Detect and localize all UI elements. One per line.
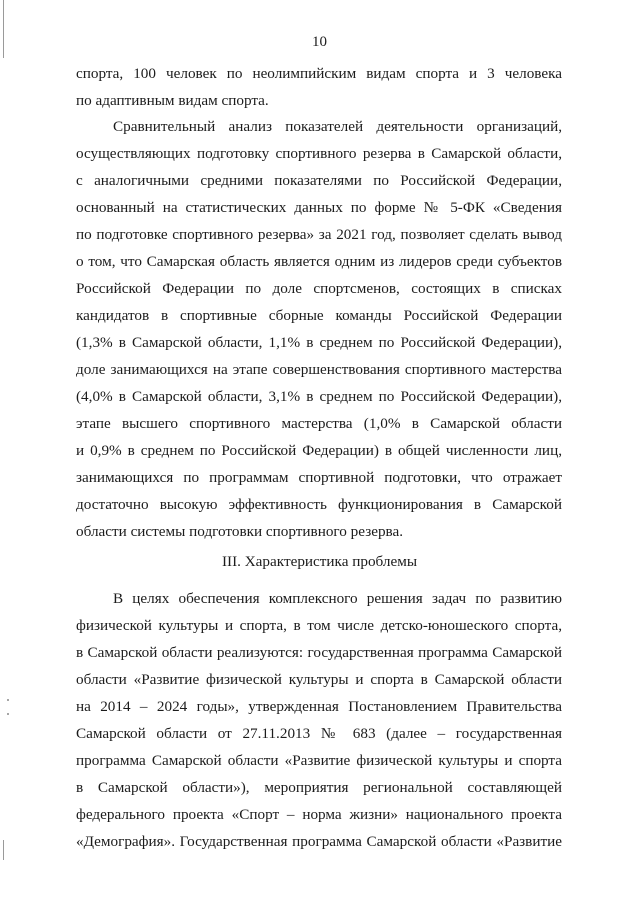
text-line: (4,0% в Самарской области, 3,1% в среднем по Российской Федерации),	[76, 388, 562, 405]
section-heading: III. Характеристика проблемы	[221, 553, 418, 570]
text-line: (1,3% в Самарской области, 1,1% в среднем по Российской Федерации),	[76, 334, 562, 351]
text-line: программа Самарской области «Развитие физической культуры и спорта	[76, 752, 562, 769]
text-line: о том, что Самарская область является одним из лидеров среди субъектов	[76, 253, 562, 270]
text-line: осуществляющих подготовку спортивного резерва в Самарской области,	[76, 145, 562, 162]
text-line: этапе высшего спортивного мастерства (1,0% в Самарской области	[76, 415, 562, 432]
text-line: основанный на статистических данных по форме № 5-ФК «Сведения	[76, 199, 562, 216]
text-line: и 0,9% в среднем по Российской Федерации) в общей численности лиц,	[76, 442, 562, 459]
text-line: Российской Федерации по доле спортсменов, состоящих в списках	[76, 280, 562, 297]
text-line: на 2014 – 2024 годы», утвержденная Постановлением Правительства	[76, 698, 562, 715]
text-line: «Демография». Государственная программа Самарской области «Развитие	[76, 833, 562, 850]
text-line: физической культуры и спорта, в том числе детско-юношеского спорта,	[76, 617, 562, 634]
text-line: области системы подготовки спортивного резерва.	[76, 523, 404, 540]
scan-speck	[7, 699, 9, 701]
text-line: по подготовке спортивного резерва» за 2021 год, позволяет сделать вывод	[76, 226, 562, 243]
scan-speck	[7, 713, 9, 715]
paragraph-comparative-analysis	[76, 113, 562, 545]
paragraph-continuation	[76, 60, 562, 114]
text-line: с аналогичными средними показателями по Российской Федерации,	[76, 172, 562, 189]
text-line: доле занимающихся на этапе совершенствования спортивного мастерства	[76, 361, 562, 378]
text-line: по адаптивным видам спорта.	[76, 92, 269, 109]
scan-margin-mark	[3, 840, 4, 860]
text-line: области «Развитие физической культуры и спорта в Самарской области	[76, 671, 562, 688]
page-number: 10	[312, 34, 327, 50]
text-line: Сравнительный анализ показателей деятельности организаций,	[113, 118, 562, 135]
text-line: федерального проекта «Спорт – норма жизни» национального проекта	[76, 806, 562, 823]
text-line: занимающихся по программам спортивной подготовки, что отражает	[76, 469, 562, 486]
text-line: В целях обеспечения комплексного решения задач по развитию	[113, 590, 562, 607]
text-line: в Самарской области реализуются: государственная программа Самарской	[76, 644, 562, 661]
paragraph-problem-description	[76, 585, 562, 855]
text-line: кандидатов в спортивные сборные команды Российской Федерации	[76, 307, 562, 324]
text-line: в Самарской области»), мероприятия региональной составляющей	[76, 779, 562, 796]
text-line: Самарской области от 27.11.2013 № 683 (далее – государственная	[76, 725, 562, 742]
text-line: спорта, 100 человек по неолимпийским видам спорта и 3 человека	[76, 65, 562, 82]
text-line: достаточно высокую эффективность функционирования в Самарской	[76, 496, 562, 513]
